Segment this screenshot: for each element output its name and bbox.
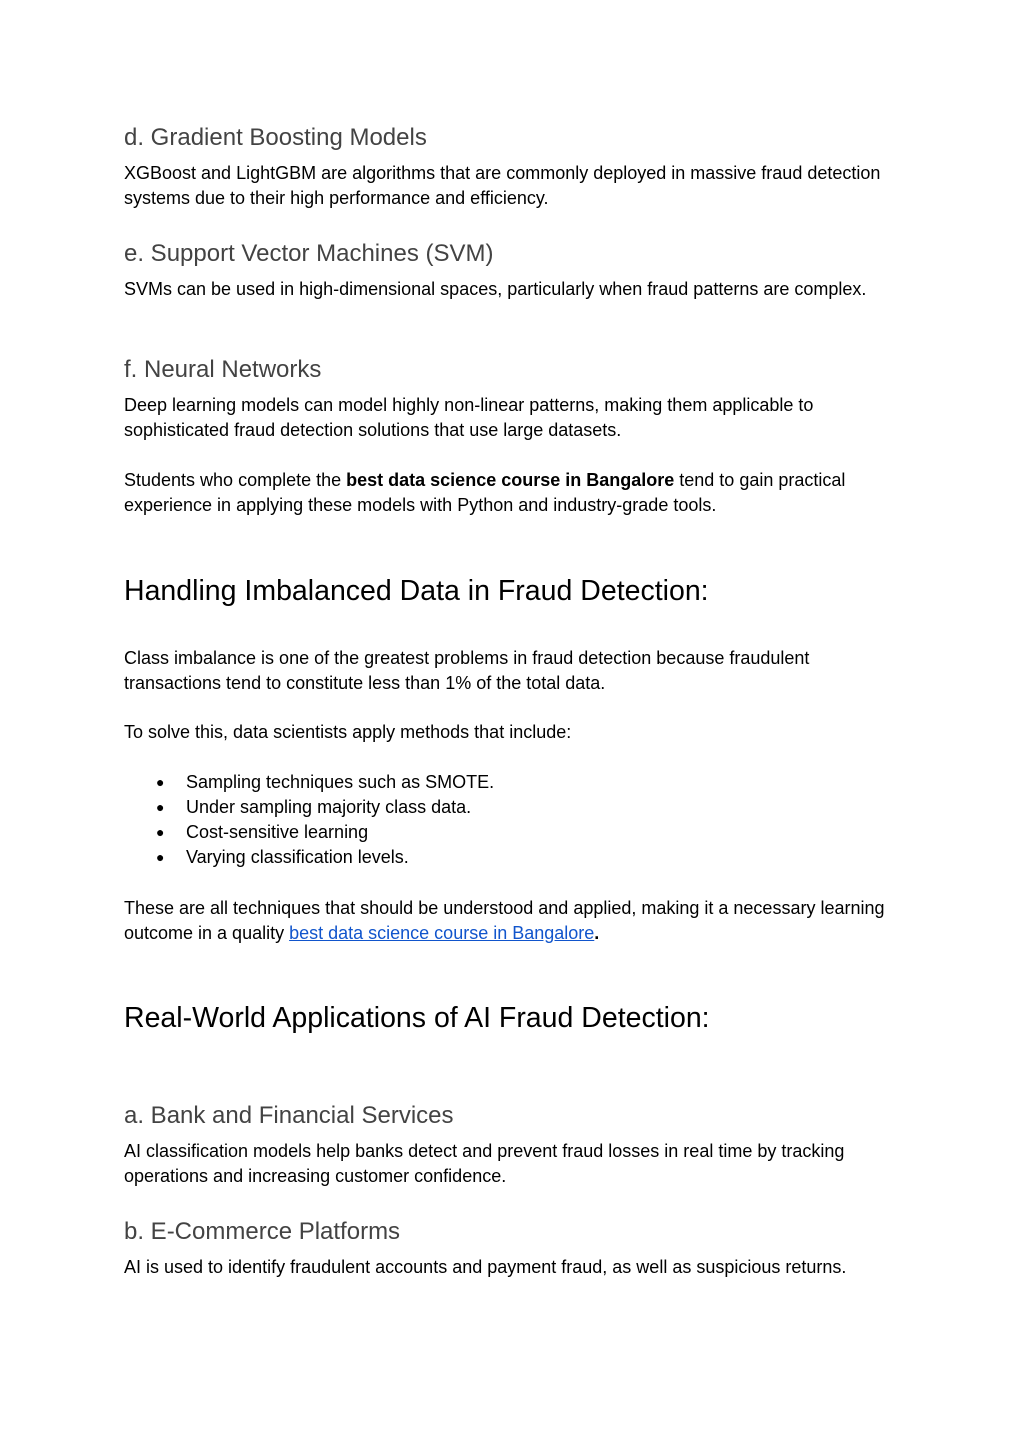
- list-item-text: Varying classification levels.: [186, 847, 409, 867]
- heading-neural-networks: f. Neural Networks: [124, 356, 322, 383]
- bullet-icon: ●: [156, 774, 165, 790]
- paragraph-svm: SVMs can be used in high-dimensional spaces, particularly when fraud patterns are complex.: [124, 279, 867, 299]
- closing-period: .: [594, 923, 600, 943]
- paragraph-gradient-boosting: XGBoost and LightGBM are algorithms that are commonly deployed in massive fraud detection systems due to their high performance and efficiency.: [124, 163, 881, 208]
- course-link[interactable]: best data science course in Bangalore: [289, 923, 595, 943]
- paragraph-neural-networks: Deep learning models can model highly non-linear patterns, making them applicable to sophisticated fraud detection solutions that use large datasets.: [124, 395, 814, 440]
- list-item: [124, 820, 494, 845]
- list-item: [124, 795, 494, 820]
- list-item: [124, 845, 494, 870]
- bullet-icon: ●: [156, 799, 165, 815]
- list-item: [124, 770, 494, 795]
- bullet-icon: ●: [156, 849, 165, 865]
- bullet-icon: ●: [156, 824, 165, 840]
- heading-svm: e. Support Vector Machines (SVM): [124, 240, 494, 267]
- paragraph-bank-financial: AI classification models help banks detect and prevent fraud losses in real time by tracking operations and increasing customer confidence.: [124, 1141, 845, 1186]
- students-bold-course: best data science course in Bangalore: [346, 470, 675, 490]
- students-text-before: Students who complete the: [124, 470, 347, 490]
- paragraph-methods-lead: To solve this, data scientists apply methods that include:: [124, 722, 572, 742]
- paragraph-ecommerce: AI is used to identify fraudulent accounts and payment fraud, as well as suspicious returns.: [124, 1257, 847, 1277]
- heading-gradient-boosting: d. Gradient Boosting Models: [124, 124, 427, 151]
- list-item-text: Under sampling majority class data.: [186, 797, 472, 817]
- list-item-text: Sampling techniques such as SMOTE.: [186, 772, 495, 792]
- heading-real-world-applications: Real-World Applications of AI Fraud Detection:: [124, 1002, 710, 1034]
- heading-bank-financial: a. Bank and Financial Services: [124, 1102, 454, 1129]
- list-item-text: Cost-sensitive learning: [186, 822, 369, 842]
- heading-imbalanced-data: Handling Imbalanced Data in Fraud Detection:: [124, 575, 709, 607]
- closing-text-before: These are all techniques that should be understood and applied, making it a necessary learning outcome in a quality: [124, 898, 885, 943]
- students-text-after: tend to gain practical experience in applying these models with Python and industry-grade tools.: [124, 470, 846, 515]
- paragraph-class-imbalance: Class imbalance is one of the greatest problems in fraud detection because fraudulent transactions tend to constitute less than 1% of the total data.: [124, 648, 810, 693]
- heading-ecommerce: b. E-Commerce Platforms: [124, 1218, 401, 1245]
- paragraph-students: [124, 468, 894, 518]
- methods-list: [124, 770, 494, 870]
- paragraph-closing: [124, 896, 894, 946]
